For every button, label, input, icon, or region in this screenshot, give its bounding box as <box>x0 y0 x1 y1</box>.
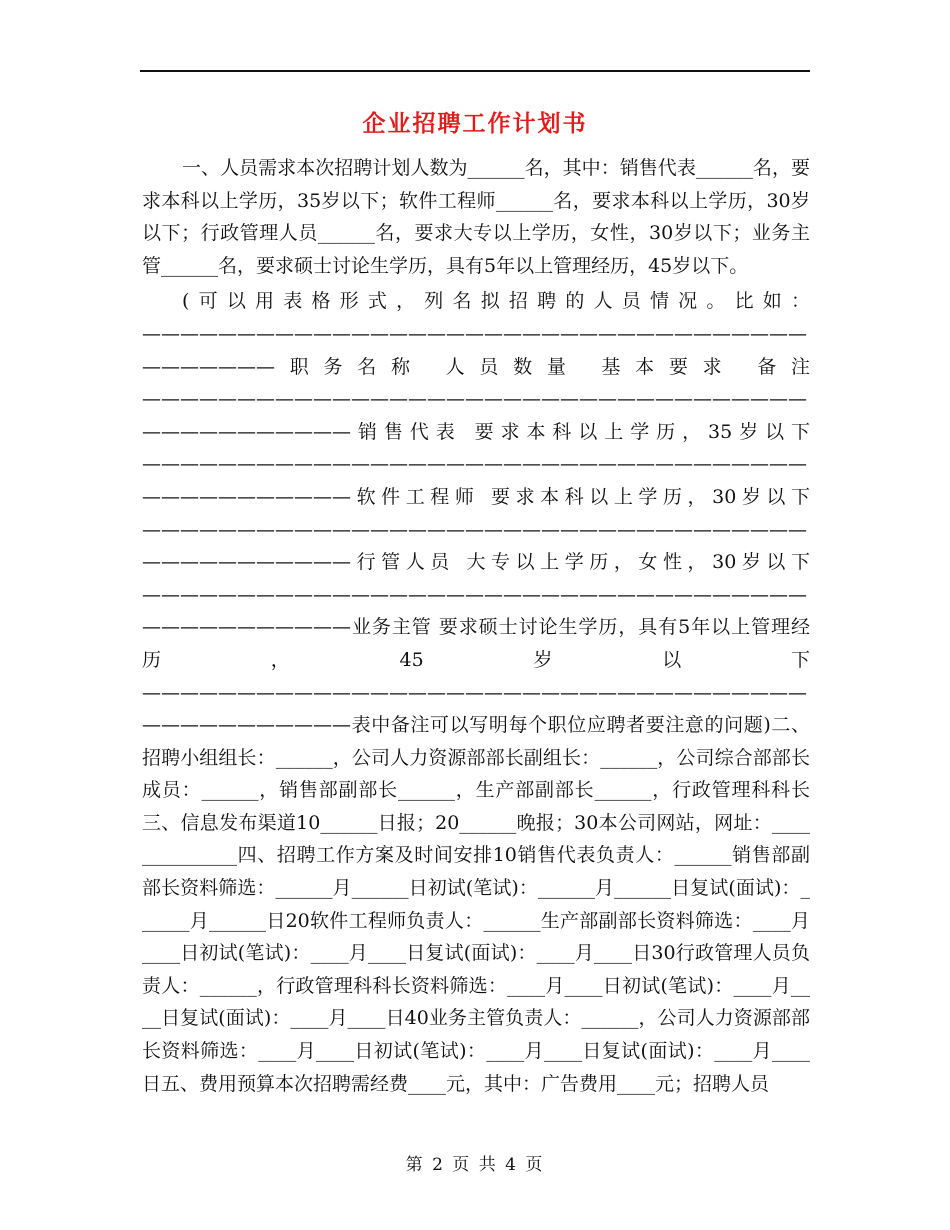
paragraph-plan-details: (可以用表格形式，列名拟招聘的人员情况。比如：——————————————————————————————————————————职务名称 人员数量 基本要求 备注——————————————————————————————————————————————销售代表 要求本科以上学历，35岁以下——————————————————————————————————————————————软件工程师 要求本科以上学历，30岁以下——————————————————————————————————————————————行管人员 大专以上学历，女性，30岁以下——————————————————————————————————————————————业务主管 要求硕士讨论生学历，具有5年以上管理经历，45岁以下——————————————————————————————————————————————表中备注可以写明每个职位应聘者要注意的问题)二、招聘小组组长：______，公司人力资源部部长副组长：______，公司综合部部长成员：______，销售部副部长______，生产部副部长______，行政管理科科长三、信息发布渠道10______日报；20______晚报；30本公司网站，网址：______________四、招聘工作方案及时间安排10销售代表负责人：______销售部副部长资料筛选：______月______日初试(笔试)：______月______日复试(面试)：______月______日20软件工程师负责人：______生产部副部长资料筛选：____月____日初试(笔试)：____月____日复试(面试)：____月____日30行政管理人员负责人：______，行政管理科科长资料筛选：____月____日初试(笔试)：____月____日复试(面试)：____月____日40业务主管负责人：______，公司人力资源部部长资料筛选：____月____日初试(笔试)：____月____日复试(面试)：____月____日五、费用预算本次招聘需经费____元，其中：广告费用____元；招聘人员 <box>142 290 810 1095</box>
document-body <box>142 152 810 1103</box>
document-title: 企业招聘工作计划书 <box>362 110 588 137</box>
header-rule <box>140 70 810 72</box>
page-number: 第 2 页 共 4 页 <box>405 1155 545 1175</box>
paragraph-personnel-needs: 一、人员需求本次招聘计划人数为______名，其中：销售代表______名，要求本科以上学历，35岁以下；软件工程师______名，要求本科以上学历，30岁以下；行政管理人员______名，要求大专以上学历，女性，30岁以下；业务主管______名，要求硕士讨论生学历，具有5年以上管理经历，45岁以下。 <box>142 157 810 277</box>
